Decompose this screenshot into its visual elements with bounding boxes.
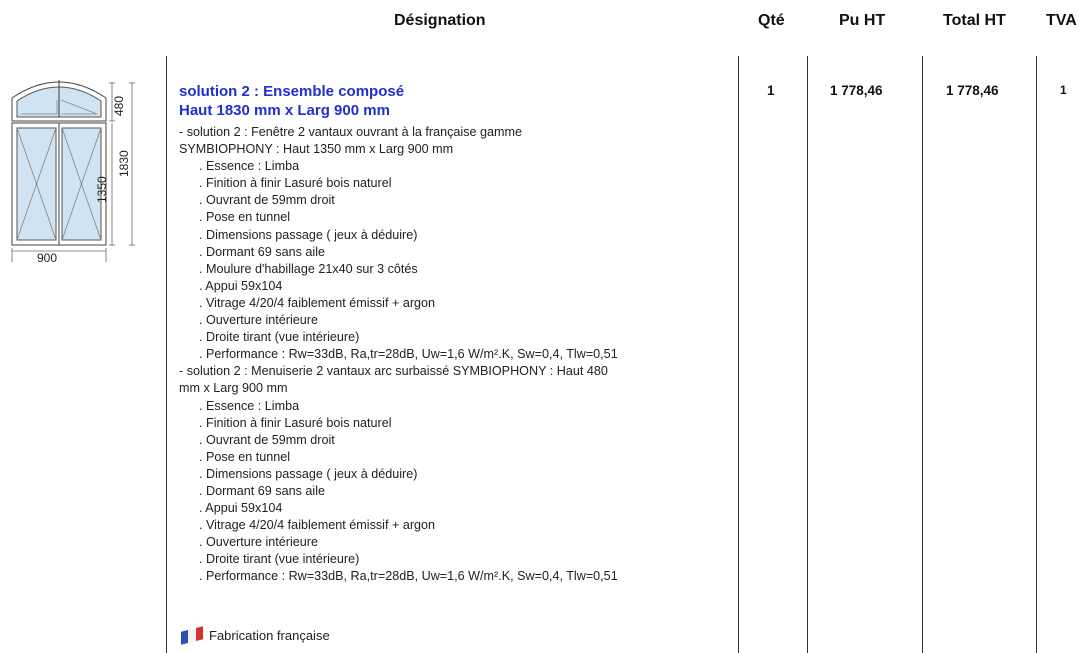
description-line: . Droite tirant (vue intérieure) [199,552,360,567]
column-divider-5 [1036,56,1037,653]
description-line: . Ouvrant de 59mm droit [199,193,335,208]
origin-badge [181,628,330,643]
column-divider-1 [166,56,167,653]
column-header-qty: Qté [758,12,785,29]
description-line: . Dormant 69 sans aile [199,244,325,259]
item-description [179,124,618,586]
description-line: . Vitrage 4/20/4 faiblement émissif + argon [199,518,436,533]
description-line: . Appui 59x104 [199,278,283,293]
column-divider-2 [738,56,739,653]
description-line: . Appui 59x104 [199,501,283,516]
description-line: . Vitrage 4/20/4 faiblement émissif + argon [199,295,436,310]
description-line: . Ouverture intérieure [199,535,318,550]
description-line: . Ouverture intérieure [199,313,318,328]
description-line: SYMBIOPHONY : Haut 1350 mm x Larg 900 mm [179,142,454,157]
description-line: . Dimensions passage ( jeux à déduire) [199,227,418,242]
column-divider-4 [922,56,923,653]
dimension-label-1830: 1830 [117,150,131,177]
description-line: . Essence : Limba [199,398,300,413]
total-value: 1 778,46 [946,83,999,98]
description-line: . Performance : Rw=33dB, Ra,tr=28dB, Uw=1,6 W/m².K, Sw=0,4, Tlw=0,51 [199,569,618,584]
column-divider-3 [807,56,808,653]
description-line: . Performance : Rw=33dB, Ra,tr=28dB, Uw=1,6 W/m².K, Sw=0,4, Tlw=0,51 [199,347,618,362]
description-line: mm x Larg 900 mm [179,381,288,396]
item-subtitle: Haut 1830 mm x Larg 900 mm [179,102,390,119]
description-line: . Dormant 69 sans aile [199,483,325,498]
description-line: . Finition à finir Lasuré bois naturel [199,176,392,191]
description-line: . Moulure d'habillage 21x40 sur 3 côtés [199,261,418,276]
description-line: . Pose en tunnel [199,210,291,225]
dimension-label-900: 900 [36,251,58,265]
description-line: . Droite tirant (vue intérieure) [199,330,360,345]
dimension-label-480: 480 [112,95,126,116]
column-header-total: Total HT [943,12,1006,29]
description-line: . Ouvrant de 59mm droit [199,432,335,447]
qty-value: 1 [767,83,775,98]
description-line: . Finition à finir Lasuré bois naturel [199,415,392,430]
column-header-vat: TVA [1046,12,1077,29]
dimension-label-1350: 1350 [95,176,109,203]
description-line: . Dimensions passage ( jeux à déduire) [199,466,418,481]
description-line: . Pose en tunnel [199,449,291,464]
column-header-unit-price: Pu HT [839,12,886,29]
description-line: . Essence : Limba [199,159,300,174]
unit-price-value: 1 778,46 [830,83,883,98]
vat-value: 1 [1060,83,1067,97]
item-title: solution 2 : Ensemble composé [179,83,405,100]
french-flag-icon [181,626,203,644]
window-drawing [0,70,150,275]
origin-label: Fabrication française [209,628,330,643]
description-line: - solution 2 : Menuiserie 2 vantaux arc surbaissé SYMBIOPHONY : Haut 480 [179,364,608,379]
description-line: - solution 2 : Fenêtre 2 vantaux ouvrant à la française gamme [179,125,523,139]
column-header-designation: Désignation [394,12,486,29]
